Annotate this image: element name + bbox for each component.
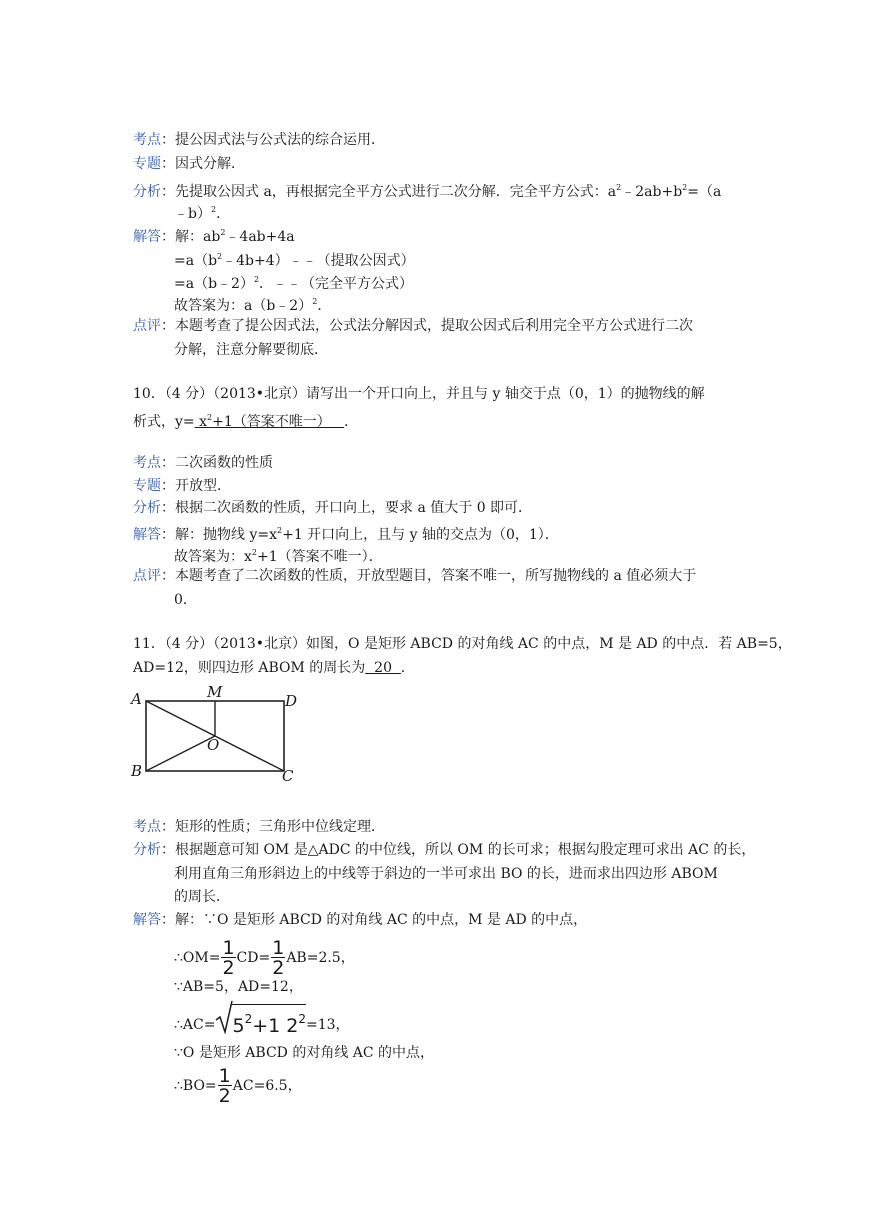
label-zhuanti: 专题: [133, 156, 161, 172]
label-kaodian: 考点: [133, 132, 161, 148]
q11-step-bo: [174, 1065, 302, 1107]
label-fenxi: 分析: [133, 842, 161, 858]
q9-kaodian-text: ：提公因式法与公式法的综合运用．: [161, 132, 385, 148]
exponent: 2: [682, 183, 688, 192]
point-b-label: B: [131, 762, 143, 780]
q10-dianping-text-2: 0．: [174, 592, 197, 608]
q11-stem-line-2: [133, 658, 415, 678]
math-text: ．: [317, 298, 332, 314]
q11-step-midpoint: [174, 1043, 434, 1063]
q11-fenxi-text-3: 的周长．: [174, 889, 230, 905]
label-jieda: 解答: [133, 527, 161, 543]
exponent: 2: [253, 275, 260, 284]
label-dianping: 点评: [133, 568, 161, 584]
exponent: 2: [244, 1012, 253, 1026]
math-text: +1 开口向上，且与 y 轴的交点为（0，1）．: [282, 527, 559, 543]
q10-stem-text-1: 10．（4 分）（2013•北京）请写出一个开口向上，并且与 y 轴交于点（0，1）的抛物线的解: [133, 386, 705, 402]
blank-text: +1（答案不唯一）: [212, 414, 345, 430]
q11-fenxi-line-2: [174, 864, 718, 884]
exponent: 2: [277, 526, 283, 535]
period: ．: [400, 660, 415, 676]
q9-jieda-text: ：解：ab: [161, 229, 221, 245]
point-c-label: C: [282, 767, 294, 784]
q10-jieda-line: [133, 521, 559, 545]
exponent: 2: [251, 548, 257, 557]
math-text: +1 2: [252, 1015, 299, 1037]
q10-kaodian-line: [133, 453, 273, 473]
exponent: 2: [312, 297, 318, 306]
q9-kaodian-line: [133, 130, 385, 150]
q9-fenxi-text-2: ﹣b）: [174, 206, 211, 222]
q9-dianping-text-2: 分解，注意分解要彻底．: [174, 342, 328, 358]
math-text: CD=: [236, 950, 271, 966]
q9-step-2: [174, 270, 413, 294]
q9-dianping-text-1: ：本题考查了提公因式法，公式法分解因式，提取公因式后利用完全平方公式进行二次: [161, 318, 693, 334]
label-kaodian: 考点: [133, 455, 161, 471]
q9-fenxi-line-1: [133, 178, 721, 202]
fraction-numerator: 1: [218, 1065, 231, 1087]
q11-fenxi-line-1: [133, 840, 755, 860]
label-zhuanti: 专题: [133, 478, 161, 494]
label-jieda: 解答: [133, 912, 161, 928]
label-fenxi: 分析: [133, 184, 161, 200]
segment-bo: [146, 736, 215, 771]
q10-fenxi-text: ：根据二次函数的性质，开口向上，要求 a 值大于 0 即可．: [161, 500, 533, 516]
fraction-one-half: [218, 1065, 232, 1107]
fraction-numerator: 1: [272, 937, 285, 959]
exponent: 2: [207, 413, 213, 422]
label-fenxi: 分析: [133, 500, 161, 516]
q10-stem-line-1: [133, 384, 705, 404]
math-text: =13，: [305, 1017, 350, 1033]
q11-kaodian-line: [133, 817, 385, 837]
q11-answer-blank: 20: [365, 660, 401, 676]
exponent: 2: [217, 252, 223, 261]
math-text: 5: [232, 1015, 245, 1037]
math-text: =a（b﹣2）: [174, 276, 254, 292]
period: ．: [344, 414, 359, 430]
q10-kaodian-text: ：二次函数的性质: [161, 455, 273, 471]
fraction-denominator: 2: [218, 1085, 231, 1107]
point-m-label: M: [207, 684, 223, 701]
q10-answer: [174, 543, 383, 567]
math-text: ∴AC=: [174, 1017, 216, 1033]
fraction-one-half: [221, 937, 235, 979]
radical-sign-icon: [215, 1000, 233, 1034]
q11-fenxi-text-2: 利用直角三角形斜边上的中线等于斜边的一半可求出 BO 的长，进而求出四边形 ABOM: [174, 866, 718, 882]
fraction-one-half: [271, 937, 285, 979]
point-a-label: A: [131, 690, 142, 708]
q11-step-given: [174, 977, 303, 997]
exponent: 2: [210, 205, 217, 214]
blank-text: x: [194, 414, 207, 430]
q10-stem-text-2: 析式，y=: [133, 414, 195, 430]
rectangle-abcd-figure: [128, 684, 303, 784]
q9-step-1: [174, 247, 415, 271]
q11-fenxi-line-3: [174, 887, 230, 907]
exponent: 2: [298, 1012, 306, 1026]
q11-step-om: [174, 937, 355, 979]
q11-stem-line-1: [133, 634, 792, 654]
square-root: [215, 1004, 306, 1046]
exponent: 2: [220, 228, 226, 237]
q10-stem-line-2: [133, 408, 358, 432]
point-d-label: D: [285, 692, 298, 710]
exponent: 2: [616, 183, 622, 192]
q10-answer-blank: [195, 414, 344, 430]
math-text: =a（b: [174, 253, 218, 269]
math-text: ．﹣﹣（完全平方公式）: [259, 276, 414, 292]
q9-zhuanti-line: [133, 154, 245, 174]
q9-fenxi-text-1: ：先提取公因式 a，再根据完全平方公式进行二次分解．完全平方公式：a: [161, 184, 617, 200]
fraction-denominator: 2: [272, 957, 285, 979]
fraction-denominator: 2: [222, 957, 235, 979]
point-o-label: O: [207, 736, 220, 754]
q10-dianping-line-1: [133, 566, 696, 586]
fraction-numerator: 1: [222, 937, 235, 959]
q9-fenxi-text-2b: ．: [216, 206, 231, 222]
q11-stem-text-2: AD=12，则四边形 ABOM 的周长为: [133, 660, 366, 676]
q9-jieda-line: [133, 223, 295, 247]
q9-fenxi-line-2: [174, 200, 230, 224]
math-text: ∴BO=: [174, 1078, 217, 1094]
label-kaodian: 考点: [133, 819, 161, 835]
math-text: AC=6.5，: [232, 1078, 302, 1094]
math-text: ﹣4b+4）﹣﹣（提取公因式）: [222, 253, 415, 269]
math-text: +1（答案不唯一）．: [257, 549, 383, 565]
q9-dianping-line-2: [174, 340, 328, 360]
math-text: 故答案为：x: [174, 549, 252, 565]
label-jieda: 解答: [133, 229, 161, 245]
q10-dianping-line-2: [174, 590, 197, 610]
label-dianping: 点评: [133, 318, 161, 334]
math-text: ：解：抛物线 y=x: [161, 527, 277, 543]
q9-answer: [174, 292, 331, 316]
q11-fenxi-text-1: ：根据题意可知 OM 是△ADC 的中位线，所以 OM 的长可求；根据勾股定理可求出 AC 的长，: [161, 842, 756, 858]
q10-zhuanti-line: [133, 476, 231, 496]
math-text: 故答案为：a（b﹣2）: [174, 298, 313, 314]
q10-dianping-text-1: ：本题考查了二次函数的性质，开放型题目，答案不唯一，所写抛物线的 a 值必须大于: [161, 568, 697, 584]
q11-stem-text-1: 11．（4 分）（2013•北京）如图，O 是矩形 ABCD 的对角线 AC 的中点，M 是 AD 的中点．若 AB=5，: [133, 636, 792, 652]
q9-jieda-text-b: ﹣4ab+4a: [225, 229, 295, 245]
math-text: ∴OM=: [174, 950, 221, 966]
math-text: ∵AB=5，AD=12，: [174, 979, 303, 995]
q9-zhuanti-text: ：因式分解．: [161, 156, 245, 172]
q11-jieda-line: [133, 910, 587, 930]
q9-dianping-line-1: [133, 316, 693, 336]
q9-fenxi-text-1b: ﹣2ab+b: [621, 184, 683, 200]
q10-zhuanti-text: ：开放型．: [161, 478, 231, 494]
q11-kaodian-text: ：矩形的性质；三角形中位线定理．: [161, 819, 385, 835]
q11-step-ac: [174, 1004, 350, 1046]
math-text: ∵O 是矩形 ABCD 的对角线 AC 的中点，: [174, 1045, 435, 1061]
math-text: AB=2.5，: [286, 950, 355, 966]
q10-fenxi-line: [133, 498, 532, 518]
q11-jieda-text: ：解：∵O 是矩形 ABCD 的对角线 AC 的中点，M 是 AD 的中点，: [161, 912, 588, 928]
q9-fenxi-text-1c: =（a: [687, 184, 722, 200]
radicand: [232, 1004, 306, 1037]
